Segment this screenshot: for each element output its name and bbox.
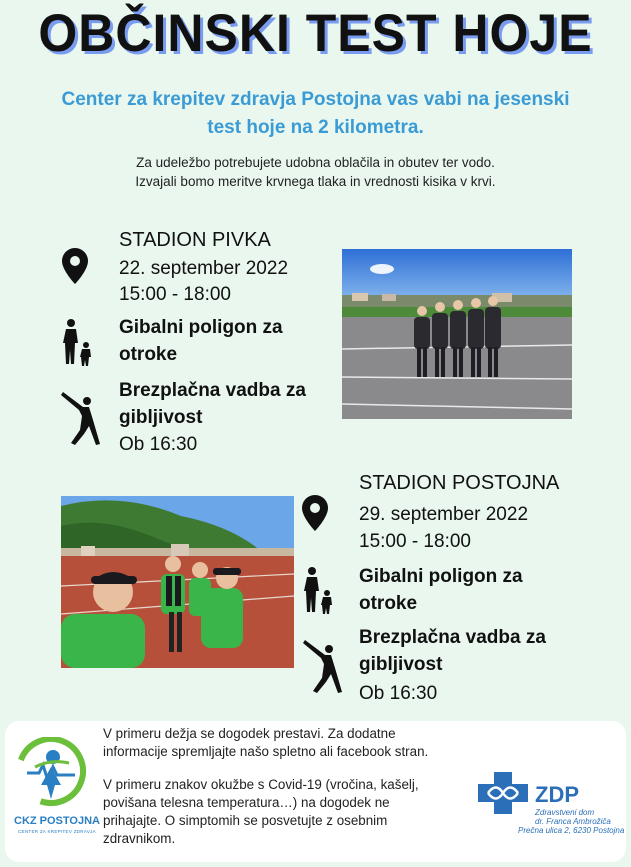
subtitle-line-1: Center za krepitev zdravja Postojna vas vabi na jesenski [61,89,570,110]
page-title: OBČINSKI TEST HOJE [38,3,593,63]
intro-text [30,153,601,191]
adult-child-icon [303,566,335,614]
venue-name: STADION PIVKA [119,229,271,251]
photo-postojna-stadium [61,496,294,668]
footer-panel [5,721,626,862]
activity-vadba [119,377,306,431]
activity-vadba-line-1: Brezplačna vadba za [359,627,546,648]
intro-line-1: Za udeležbo potrebujete udobna oblačila in obutev ter vodo. [136,155,495,170]
covid-note-line-1: V primeru znakov okužbe s Covid-19 (vročina, kašelj, [103,777,419,792]
rain-note-line-1: V primeru dežja se dogodek prestavi. Za dodatne [103,726,396,741]
covid-note-line-2: povišana telesna temperatura…) na dogodek ne [103,795,390,810]
activity-poligon [359,563,523,617]
activity-vadba-line-1: Brezplačna vadba za [119,380,306,401]
activity-poligon-line-2: otroke [119,344,178,365]
venue-name: STADION POSTOJNA [359,472,560,494]
location-pin-icon [302,495,328,531]
rain-note [103,725,483,761]
covid-note-line-3: prihajajte. O simptomih se posvetujte z osebnim [103,813,388,828]
subtitle [20,86,611,142]
intro-line-2: Izvajali bomo meritve krvnega tlaka in vrednosti kisika v krvi. [135,174,496,189]
event-date: 22. september 2022 [119,258,289,279]
activity-poligon-line-1: Gibalni poligon za [359,566,523,587]
activity-vadba-line-2: gibljivost [119,407,203,428]
activity-poligon-line-2: otroke [359,593,418,614]
ckz-logo [15,737,87,811]
location-pin-icon [62,248,88,284]
event-date: 29. september 2022 [359,504,529,525]
activity-vadba [359,624,546,678]
zdp-line-2: dr. Franca Ambrožiča [535,817,611,826]
event-time: 15:00 - 18:00 [119,284,231,305]
photo-pivka-stadium [342,249,572,419]
subtitle-line-2: test hoje na 2 kilometra. [207,117,424,138]
activity-poligon-line-1: Gibalni poligon za [119,317,283,338]
vadba-time: Ob 16:30 [119,434,198,455]
covid-note [103,776,483,848]
stretching-person-icon [302,638,344,694]
zdp-abbreviation: ZDP [535,782,579,807]
covid-note-line-4: zdravnikom. [103,831,176,846]
ckz-subtitle: CENTER ZA KREPITEV ZDRAVJA [18,829,96,834]
vadba-time: Ob 16:30 [359,683,438,704]
activity-vadba-line-2: gibljivost [359,654,443,675]
ckz-name: CKZ POSTOJNA [14,815,100,827]
adult-child-icon [62,318,94,366]
rain-note-line-2: informacije spremljajte našo spletno ali facebook stran. [103,744,429,759]
zdp-line-3: Prečna ulica 2, 6230 Postojna [518,826,625,835]
event-time: 15:00 - 18:00 [359,531,471,552]
zdp-line-1: Zdravstveni dom [535,808,595,817]
stretching-person-icon [60,390,102,446]
activity-poligon [119,314,283,368]
zdp-cross-logo [478,772,528,814]
